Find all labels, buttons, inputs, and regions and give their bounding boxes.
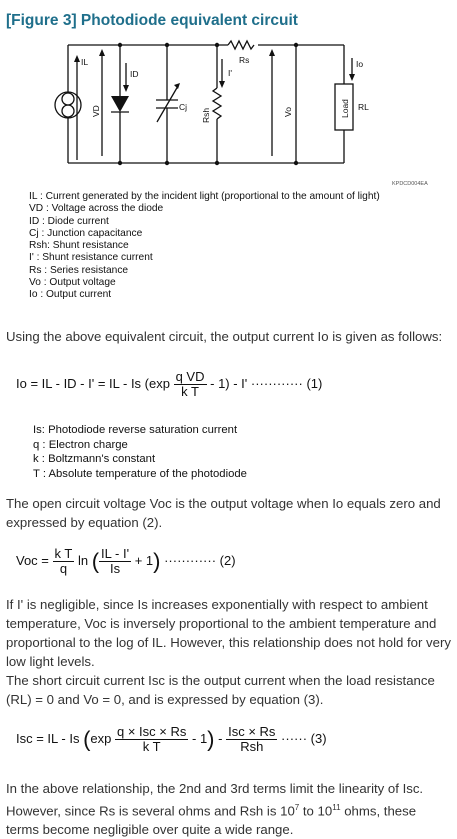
- label-il: IL: [81, 57, 89, 67]
- variable-item: q : Electron charge: [33, 438, 128, 451]
- legend-item: Vo : Output voltage: [29, 277, 116, 289]
- eq1-fraction: $\frac{\text{q VD}}{\text{k T}}$: [175, 369, 205, 399]
- label-rs: Rs: [239, 55, 250, 65]
- paragraph-intro: Using the above equivalent circuit, the output current Io is given as follows:: [6, 329, 443, 344]
- variable-item: T : Absolute temperature of the photodiode: [33, 467, 247, 480]
- legend-item: VD : Voltage across the diode: [29, 203, 164, 215]
- label-cj: Cj: [179, 102, 188, 112]
- equation-2: Voc = $\frac{\text{k T}}{q}$ ln ( $\frac{IL - I'}{Is}$ + 1) ············ (2): [16, 546, 236, 576]
- legend-item: Cj : Junction capacitance: [29, 227, 143, 239]
- label-id: ID: [130, 69, 139, 79]
- variable-item: k : Boltzmann's constant: [33, 453, 156, 465]
- legend-item: Io : Output current: [29, 289, 112, 301]
- paragraph-voc: The open circuit voltage Voc is the output voltage when Io equals zero and expressed by equation (2).: [6, 496, 441, 530]
- label-rl: RL: [358, 102, 369, 112]
- label-rsh: Rsh: [201, 107, 211, 123]
- equation-1: Io = IL - ID - I' = IL - Is (exp $\frac{\text{q VD}}{\text{k T}}$ - 1) - I' ············ (1): [16, 369, 323, 399]
- paragraph-linearity: In the above relationship, the 2nd and 3rd terms limit the linearity of Isc. However, since Rs is several ohms and Rsh is $10^7$ to $10^{11}$ ohms, these terms become negligible over quite a wide range.: [6, 781, 424, 838]
- variable-item: Is: Photodiode reverse saturation current: [33, 424, 238, 436]
- legend-item: Rs : Series resistance: [29, 264, 129, 276]
- symbol-legend: [29, 191, 380, 302]
- legend-item: IL : Current generated by the incident light (proportional to the amount of light): [29, 191, 380, 202]
- legend-item: ID : Diode current: [29, 215, 109, 227]
- equation-3: Isc = IL - Is (exp $\frac{\text{q × Isc × Rs}}{\text{k T}}$ - 1) - $\frac{\text{Isc × Rs}}{\text{Rsh}}$ ······ (3): [16, 724, 327, 754]
- figure-credit: KPDCD004EA: [392, 181, 428, 187]
- legend-item: I' : Shunt resistance current: [29, 252, 153, 264]
- label-io: Io: [356, 59, 364, 69]
- label-iprime: I': [228, 68, 232, 78]
- legend-item: Rsh: Shunt resistance: [29, 240, 129, 252]
- variable-definitions: [33, 423, 247, 481]
- figure-title: [Figure 3] Photodiode equivalent circuit: [6, 12, 298, 29]
- label-load: Load: [340, 99, 350, 118]
- label-vo: Vo: [283, 107, 293, 117]
- paragraph-voc-temperature: If I' is negligible, since Is increases exponentially with respect to ambient temperature, Voc is inversely proportional to the ambient temperature and proportional to the log of IL. However, this relationship does not hold for very low light levels. The short circuit current Isc is the output current when the load resistance (RL) = 0 and Vo = 0, and is expressed by equation (3).: [6, 597, 451, 707]
- label-vd: VD: [91, 105, 101, 117]
- equivalent-circuit-diagram: [0, 0, 457, 190]
